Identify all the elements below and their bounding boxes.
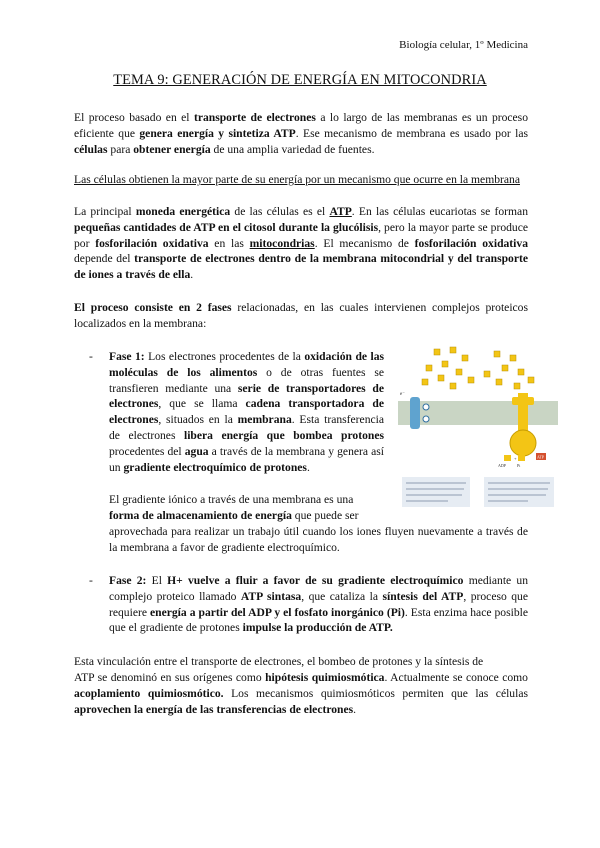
text-run: . Esta transferencia de electrones: [109, 413, 384, 442]
section-heading: Las células obtienen la mayor parte de su energía por un mecanismo que ocurre en la membrana: [74, 173, 520, 186]
phases-intro-paragraph: [74, 300, 528, 332]
text-run: de las células es el: [230, 205, 330, 218]
text-run: .: [306, 460, 310, 474]
text-run: El: [146, 574, 168, 587]
text-run: . El mecanismo de: [314, 236, 415, 250]
text-run: procedentes del: [109, 444, 185, 458]
text-run: , pero la mayor parte se produce por: [74, 220, 528, 250]
text-run: acoplamiento quimiosmótico.: [74, 686, 224, 700]
text-run: transporte de electrones dentro de la membrana mitocondrial y del transporte de iones a través de ella: [74, 252, 528, 282]
text-run: , situados en la: [158, 413, 238, 427]
atp-paragraph: [74, 204, 528, 283]
text-run: genera energía y sintetiza ATP: [139, 126, 296, 140]
text-run: oxidación de las moléculas de los alimentos: [109, 350, 384, 379]
text-run: que puede ser: [291, 509, 359, 522]
text-run: gradiente electroquímico de protones: [123, 460, 307, 474]
text-run: en las: [208, 236, 250, 250]
text-run: . En las células eucariotas se forman: [351, 205, 528, 218]
text-run: libera energía que bombea protones: [183, 428, 384, 442]
text-run: Esta vinculación entre el transporte de electrones, el bombeo de protones y la síntesis de: [74, 655, 484, 668]
text-run: El proceso consiste en 2 fases: [74, 301, 232, 314]
text-run: células: [74, 142, 108, 156]
atp-synthase-diagram: [398, 343, 558, 515]
text-run: pequeñas cantidades de ATP en el citosol durante la glucólisis: [74, 220, 379, 234]
text-run: .: [190, 268, 194, 282]
text-run: obtener energía: [133, 142, 211, 156]
conclusion-paragraph: [74, 670, 528, 717]
text-run: . Ese mecanismo de membrana es usado por las: [295, 126, 528, 140]
phase2-paragraph: [109, 573, 528, 636]
text-run: moneda energética: [135, 205, 231, 218]
text-run: energía a partir del ADP y el fosfato inorgánico (Pi): [150, 605, 405, 619]
text-run: , que se llama: [158, 397, 246, 411]
page-title: TEMA 9: GENERACIÓN DE ENERGÍA EN MITOCONDRIA: [113, 72, 487, 88]
text-run: fosforilación oxidativa: [95, 236, 209, 250]
text-run: , que cataliza la: [301, 589, 383, 603]
phase1-storage-line2: [109, 508, 384, 524]
text-run: mediante un complejo proteico llamado: [109, 574, 528, 603]
text-run: aprovechada para realizar un trabajo útil cuando los iones fluyen nuevamente a través de la membrana a favor de gradiente electroquímico.: [109, 525, 528, 554]
text-run: El proceso basado en el: [74, 111, 194, 124]
text-run: Los electrones procedentes de la: [144, 350, 305, 363]
text-run: serie de transportadores de electrones: [109, 381, 384, 411]
conclusion-line1: [74, 654, 528, 670]
text-run: ATP sintasa: [240, 589, 302, 603]
text-run: impulse la producción de ATP.: [242, 621, 393, 635]
adp-label: ADP: [498, 463, 507, 468]
text-run: cadena transportadora de electrones: [109, 397, 384, 427]
text-run: agua: [184, 444, 209, 458]
text-run: H+ vuelve a fluir a favor de su gradiente electroquímico: [167, 574, 464, 587]
atp-label: ATP: [537, 454, 545, 460]
text-run: ATP se denominó en sus orígenes como: [74, 671, 266, 684]
phase1-storage-rest: [109, 524, 528, 556]
svg-text:+: +: [514, 456, 517, 461]
text-run: , proceso que requiere: [109, 589, 528, 619]
text-run: Fase 1:: [109, 350, 145, 363]
text-run: membrana: [237, 413, 292, 427]
text-run: El gradiente iónico a través de una membrana es una: [109, 493, 354, 506]
text-run: La principal: [74, 205, 136, 218]
text-run: mitocondrias: [249, 236, 315, 250]
text-run: depende del: [74, 252, 135, 266]
pi-label: Pi: [517, 463, 521, 468]
phase1-storage-line1: [109, 492, 384, 508]
bullet-dash: -: [89, 574, 93, 587]
text-run: para: [107, 142, 134, 156]
text-run: hipótesis quimiosmótica: [265, 671, 385, 684]
text-run: Fase 2:: [109, 574, 147, 587]
text-run: a través de la membrana y genera así un: [109, 444, 384, 474]
bullet-dash: -: [89, 350, 93, 363]
text-run: transporte de electrones: [193, 111, 316, 124]
intro-paragraph: [74, 110, 528, 157]
text-run: de una amplia variedad de fuentes.: [210, 142, 375, 156]
text-run: aprovechen la energía de las transferencias de electrones: [74, 702, 354, 716]
document-header: Biología celular, 1º Medicina: [399, 39, 528, 51]
phase1-paragraph: [109, 349, 384, 475]
svg-text:e⁻: e⁻: [400, 392, 405, 397]
text-run: .: [353, 702, 357, 716]
text-run: relacionadas, en las cuales intervienen complejos proteicos localizados en la membrana:: [74, 301, 528, 330]
text-run: o de otras fuentes se transfieren mediante una: [109, 365, 384, 395]
text-run: a lo largo de las membranas es un proceso eficiente que: [74, 111, 528, 140]
text-run: fosforilación oxidativa: [414, 236, 528, 250]
text-run: Los mecanismos quimiosmóticos permiten que las células: [223, 686, 528, 700]
text-run: síntesis del ATP: [382, 589, 464, 603]
text-run: . Actualmente se conoce como: [384, 671, 528, 684]
text-run: ATP: [329, 205, 352, 218]
text-run: forma de almacenamiento de energía: [109, 509, 292, 522]
text-run: . Esta enzima hace posible que el gradiente de protones: [109, 605, 529, 635]
